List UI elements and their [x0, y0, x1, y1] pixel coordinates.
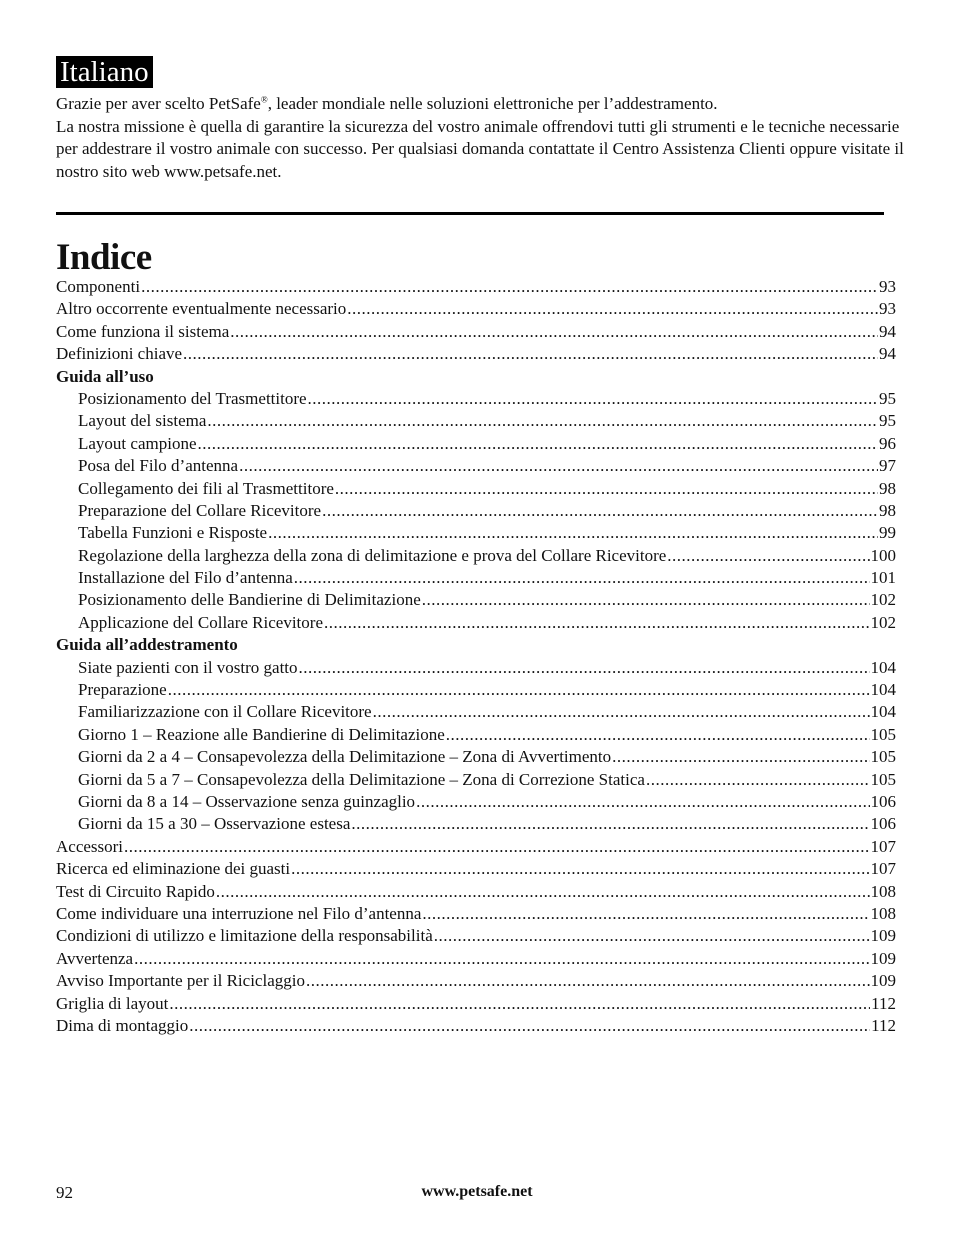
dot-leader [134, 948, 869, 970]
toc-entry-page: 93 [879, 277, 896, 296]
dot-leader [169, 993, 870, 1015]
toc-entry-label: Come individuare una interruzione nel Filo d’antenna [56, 903, 422, 923]
dot-leader [198, 433, 879, 455]
toc-section-heading: Guida all’uso [56, 366, 154, 386]
toc-entry[interactable] [56, 321, 896, 343]
toc-entry-label: Posa del Filo d’antenna [78, 456, 239, 476]
toc-entry-page: 112 [871, 1015, 896, 1035]
toc-entry-page: 99 [879, 523, 896, 543]
toc-entry[interactable] [56, 298, 896, 320]
toc-entry-page: 109 [870, 948, 896, 968]
dot-leader [373, 701, 870, 723]
dot-leader [416, 791, 869, 813]
toc-entry-label: Giorni da 2 a 4 – Consapevolezza della Delimitazione – Zona di Avvertimento [78, 747, 612, 767]
toc-entry-page: 101 [870, 568, 896, 588]
toc-entry[interactable] [56, 791, 896, 813]
toc-entry-label: Avvertenza [56, 948, 134, 968]
dot-leader [268, 522, 878, 544]
dot-leader [291, 858, 869, 880]
toc-entry-page: 98 [879, 478, 896, 498]
toc-entry[interactable] [56, 500, 896, 522]
toc-entry[interactable] [56, 410, 896, 432]
toc-entry-page: 109 [870, 971, 896, 991]
toc-entry-label: Avviso Importante per il Riciclaggio [56, 971, 305, 991]
dot-leader [667, 545, 869, 567]
dot-leader [351, 813, 869, 835]
dot-leader [294, 567, 870, 589]
section-divider [56, 212, 884, 215]
dot-leader [422, 589, 870, 611]
toc-entry-label: Collegamento dei fili al Trasmettitore [78, 478, 334, 498]
toc-entry[interactable] [56, 455, 896, 477]
toc-entry-page: 100 [870, 545, 896, 565]
toc-entry-page: 106 [870, 791, 896, 811]
dot-leader [299, 657, 870, 679]
toc-entry-page: 105 [870, 724, 896, 744]
toc-title: Indice [56, 237, 152, 278]
toc-entry[interactable] [56, 276, 896, 298]
toc-entry[interactable] [56, 522, 896, 544]
toc-entry[interactable] [56, 701, 896, 723]
dot-leader [434, 925, 870, 947]
toc-entry-label: Posizionamento delle Bandierine di Delimitazione [78, 590, 421, 610]
toc-entry-page: 109 [870, 926, 896, 946]
toc-entry-label: Altro occorrente eventualmente necessario [56, 299, 347, 319]
intro-paragraph [56, 93, 906, 183]
toc-entry-page: 95 [879, 411, 896, 431]
toc-entry-page: 108 [870, 903, 896, 923]
registered-mark: ® [260, 94, 268, 105]
toc-entry[interactable] [56, 657, 896, 679]
toc-entry-label: Layout campione [78, 433, 197, 453]
dot-leader [189, 1015, 870, 1037]
toc-entry-label: Applicazione del Collare Ricevitore [78, 612, 323, 632]
toc-entry[interactable] [56, 612, 896, 634]
toc-entry[interactable] [56, 993, 896, 1015]
toc-entry-label: Preparazione [78, 680, 167, 700]
toc-entry-label: Componenti [56, 277, 141, 296]
toc-entry-label: Posizionamento del Trasmettitore [78, 388, 307, 408]
dot-leader [324, 612, 870, 634]
toc-entry-page: 105 [870, 769, 896, 789]
dot-leader [141, 276, 878, 298]
toc-entry-page: 108 [870, 881, 896, 901]
language-heading: Italiano [56, 56, 153, 88]
toc-entry-page: 102 [870, 590, 896, 610]
toc-entry-label: Installazione del Filo d’antenna [78, 568, 293, 588]
toc-entry-page: 93 [879, 299, 896, 319]
toc-entry-label: Siate pazienti con il vostro gatto [78, 657, 298, 677]
toc-entry-page: 94 [879, 344, 896, 364]
dot-leader [306, 970, 870, 992]
toc-entry[interactable] [56, 925, 896, 947]
toc-entry-label: Griglia di layout [56, 993, 169, 1013]
toc-entry-label: Dima di montaggio [56, 1015, 189, 1035]
dot-leader [646, 769, 870, 791]
toc-entry[interactable] [56, 948, 896, 970]
dot-leader [347, 298, 878, 320]
dot-leader [216, 881, 870, 903]
dot-leader [446, 724, 870, 746]
toc-entry[interactable] [56, 679, 896, 701]
toc-entry-page: 107 [870, 859, 896, 879]
toc-entry-label: Definizioni chiave [56, 344, 183, 364]
toc-entry-label: Familiarizzazione con il Collare Ricevitore [78, 702, 372, 722]
toc-entry[interactable] [56, 433, 896, 455]
dot-leader [207, 410, 878, 432]
toc-entry-page: 104 [870, 702, 896, 722]
toc-entry-label: Come funziona il sistema [56, 321, 230, 341]
toc-section-heading: Guida all’addestramento [56, 635, 238, 655]
toc-entry[interactable] [56, 746, 896, 768]
toc-entry-label: Regolazione della larghezza della zona di delimitazione e prova del Collare Ricevitore [78, 545, 667, 565]
dot-leader [335, 478, 878, 500]
toc-entry[interactable] [56, 545, 896, 567]
toc-entry[interactable] [56, 858, 896, 880]
dot-leader [124, 836, 869, 858]
toc-entry[interactable] [56, 881, 896, 903]
toc-entry[interactable] [56, 1015, 896, 1037]
dot-leader [183, 343, 878, 365]
dot-leader [308, 388, 878, 410]
toc-entry[interactable] [56, 970, 896, 992]
toc-entry[interactable] [56, 724, 896, 746]
toc-entry[interactable] [56, 567, 896, 589]
intro-line1-start: Grazie per aver scelto PetSafe [56, 94, 261, 113]
dot-leader [322, 500, 878, 522]
toc-entry-label: Preparazione del Collare Ricevitore [78, 500, 322, 520]
toc-entry-page: 98 [879, 500, 896, 520]
toc-entry[interactable] [56, 903, 896, 925]
dot-leader [239, 455, 878, 477]
toc-entry-label: Giorno 1 – Reazione alle Bandierine di Delimitazione [78, 724, 445, 744]
dot-leader [168, 679, 870, 701]
toc-entry-label: Giorni da 5 a 7 – Consapevolezza della Delimitazione – Zona di Correzione Statica [78, 769, 645, 789]
page-number: 92 [56, 1183, 73, 1202]
toc-entry-page: 94 [879, 321, 896, 341]
toc-entry-label: Ricerca ed eliminazione dei guasti [56, 859, 291, 879]
toc-entry-label: Test di Circuito Rapido [56, 881, 215, 901]
table-of-contents [56, 276, 896, 1037]
footer-url: www.petsafe.net [421, 1183, 533, 1200]
toc-entry-label: Tabella Funzioni e Risposte [78, 523, 268, 543]
dot-leader [612, 746, 869, 768]
toc-entry-label: Giorni da 8 a 14 – Osservazione senza guinzaglio [78, 791, 416, 811]
toc-entry-page: 96 [879, 433, 896, 453]
toc-entry-label: Layout del sistema [78, 411, 207, 431]
dot-leader [422, 903, 869, 925]
toc-entry-label: Accessori [56, 836, 124, 856]
toc-entry-page: 107 [870, 836, 896, 856]
toc-entry-page: 105 [870, 747, 896, 767]
toc-entry[interactable] [56, 813, 896, 835]
toc-entry-page: 102 [870, 612, 896, 632]
dot-leader [230, 321, 878, 343]
toc-entry-label: Giorni da 15 a 30 – Osservazione estesa [78, 814, 351, 834]
toc-entry-label: Condizioni di utilizzo e limitazione della responsabilità [56, 926, 433, 946]
toc-entry[interactable] [56, 343, 896, 365]
toc-entry[interactable] [56, 589, 896, 611]
toc-entry[interactable] [56, 769, 896, 791]
toc-entry-page: 106 [870, 814, 896, 834]
toc-entry-page: 95 [879, 388, 896, 408]
toc-entry-page: 104 [870, 680, 896, 700]
toc-entry-page: 97 [879, 456, 896, 476]
toc-entry[interactable] [56, 388, 896, 410]
intro-line1-end: , leader mondiale nelle soluzioni elettroniche per l’addestramento. [267, 94, 718, 113]
intro-text [56, 93, 906, 183]
intro-body: La nostra missione è quella di garantire la sicurezza del vostro animale offrendovi tutti gli strumenti e le tecniche necessarie per addestrare il vostro animale con successo. Per qualsiasi domanda contattate il Centro Assistenza Clienti oppure visitate il nostro sito web www.petsafe.net. [56, 116, 904, 181]
toc-entry[interactable] [56, 836, 896, 858]
toc-entry[interactable] [56, 478, 896, 500]
toc-entry-page: 104 [870, 657, 896, 677]
toc-entry-page: 112 [871, 993, 896, 1013]
